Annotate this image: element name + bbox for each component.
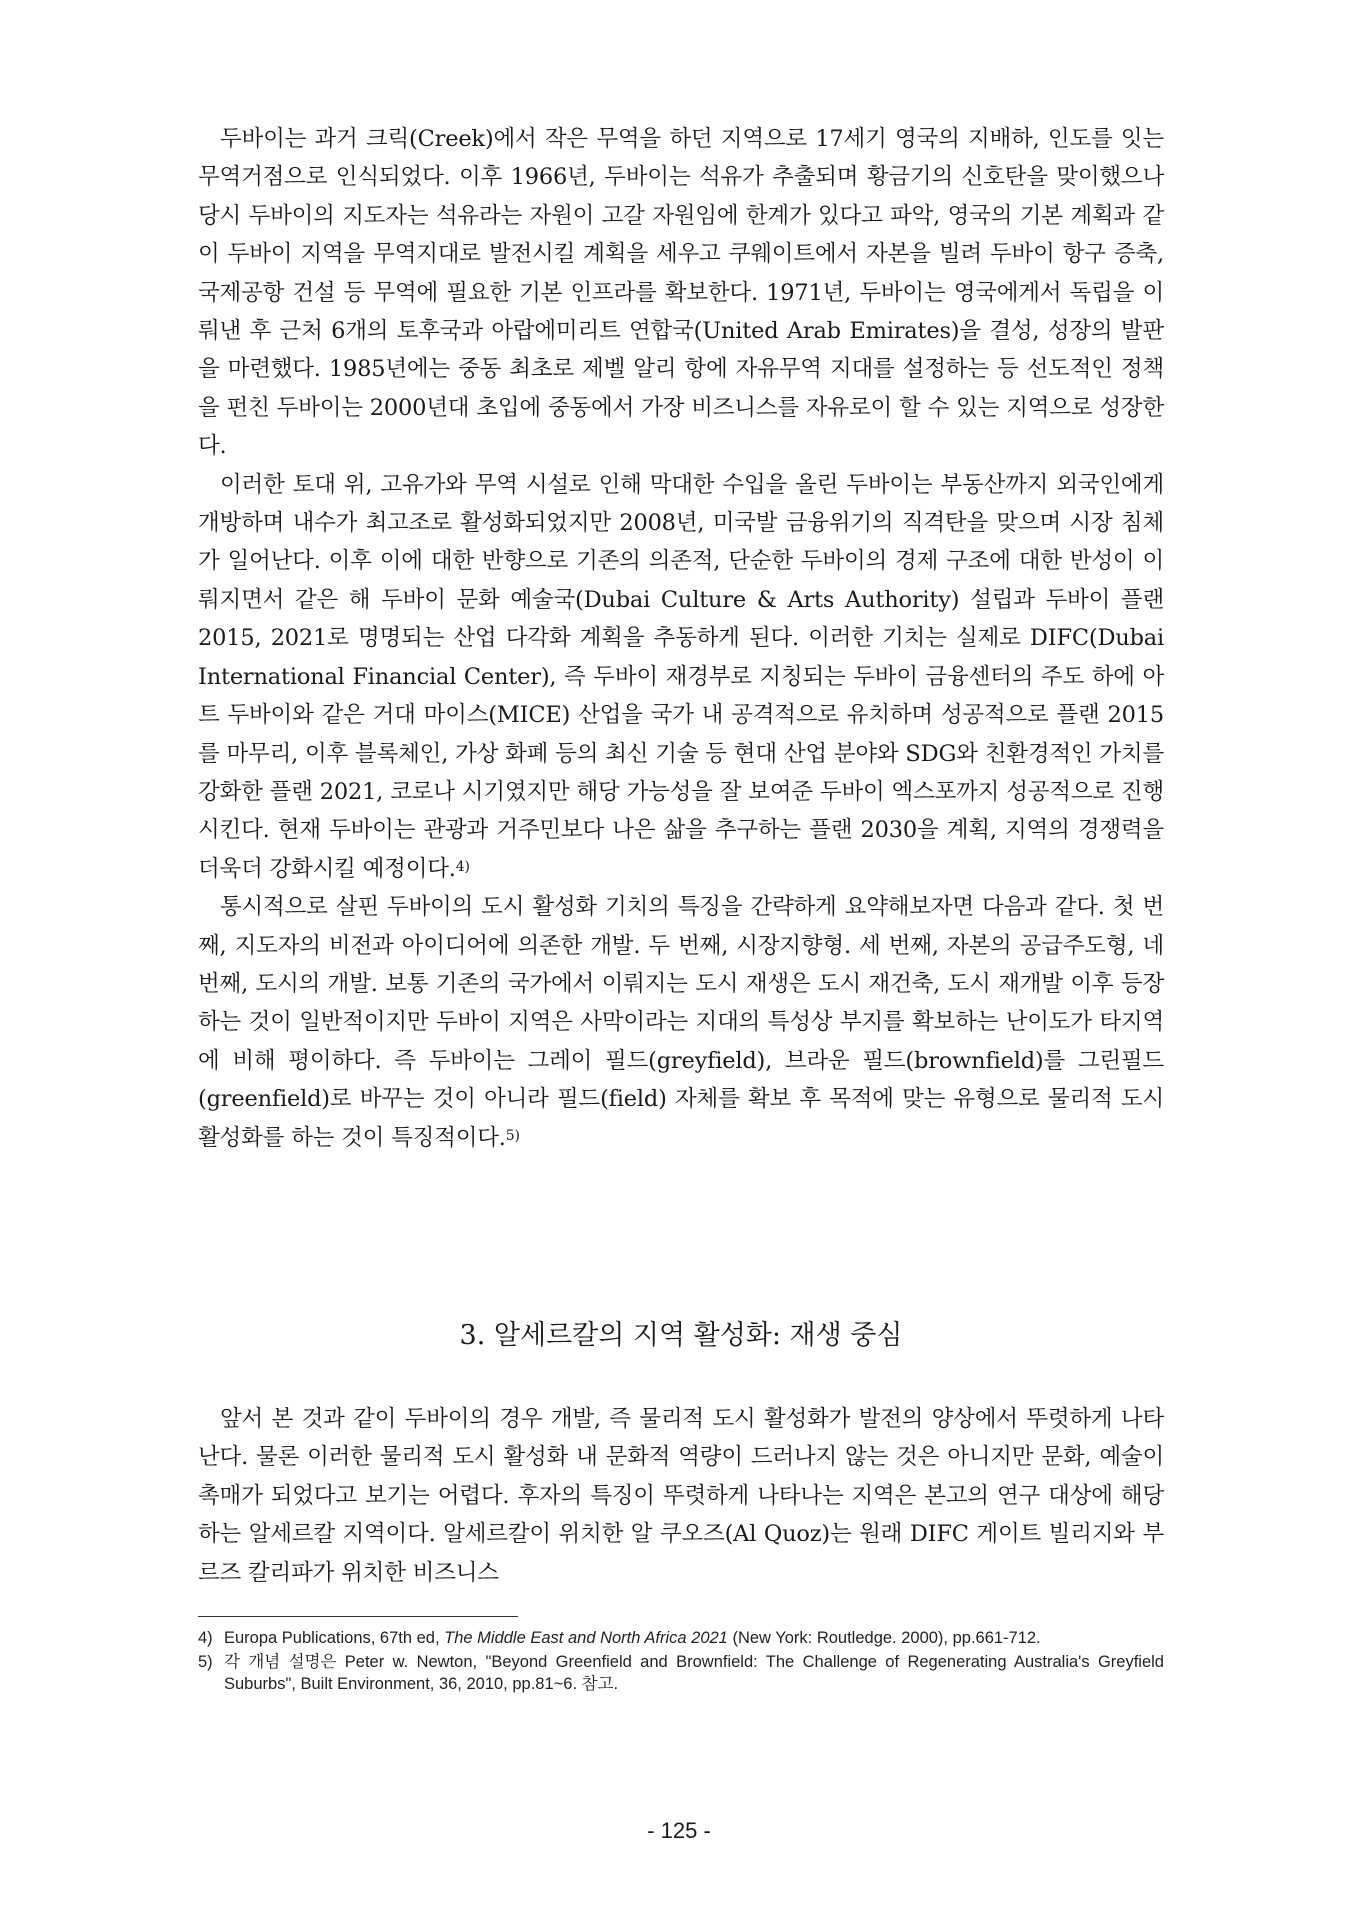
paragraph-text: 이러한 토대 위, 고유가와 무역 시설로 인해 막대한 수입을 올린 두바이는 부동산까지 외국인에게 개방하며 내수가 최고조로 활성화되었지만 2008년, 미국발 금융위기의 직격탄을 맞으며 시장 침체가 일어난다. 이후 이에 대한 반향으로 기존의 의존적, 단순한 두바이의 경제 구조에 대한 반성이 이뤄지면서 같은 해 두바이 문화 예술국(Dubai Culture & Arts Authority) 설립과 두바이 플랜 2015, 2021로 명명되는 산업 다각화 계획을 추동하게 된다. 이러한 기치는 실제로 DIFC(Dubai International Financial Center), 즉 두바이 재경부로 지칭되는 두바이 금융센터의 주도 하에 아트 두바이와 같은 거대 마이스(MICE) 산업을 국가 내 공격적으로 유치하며 성공적으로 플랜 2015를 마무리, 이후 블록체인, 가상 화폐 등의 최신 기술 등 현대 산업 분야와 SDG와 친환경적인 가치를 강화한 플랜 2021, 코로나 시기였지만 해당 가능성을 잘 보여준 두바이 엑스포까지 성공적으로 진행시킨다. 현재 두바이는 관광과 거주민보다 나은 삶을 추구하는 플랜 2030을 계획, 지역의 경쟁력을 더욱더 강화시킬 예정이다. [198, 471, 1164, 882]
paragraph-text: 두바이는 과거 크릭(Creek)에서 작은 무역을 하던 지역으로 17세기 영국의 지배하, 인도를 잇는 무역거점으로 인식되었다. 이후 1966년, 두바이는 석유가 추출되며 황금기의 신호탄을 맞이했으나 당시 두바이의 지도자는 석유라는 자원이 고갈 자원임에 한계가 있다고 파악, 영국의 기본 계획과 같이 두바이 지역을 무역지대로 발전시킬 계획을 세우고 쿠웨이트에서 자본을 빌려 두바이 항구 증축, 국제공항 건설 등 무역에 필요한 기본 인프라를 확보한다. 1971년, 두바이는 영국에게서 독립을 이뤄낸 후 근처 6개의 토후국과 아랍에미리트 연합국(United Arab Emirates)을 결성, 성장의 발판을 마련했다. 1985년에는 중동 최초로 제벨 알리 항에 자유무역 지대를 설정하는 등 선도적인 정책을 펀친 두바이는 2000년대 초입에 중동에서 가장 비즈니스를 자유로이 할 수 있는 지역으로 성장한다. [198, 126, 1164, 460]
footnote-text [224, 1627, 1164, 1649]
paragraph-text: 앞서 본 것과 같이 두바이의 경우 개발, 즉 물리적 도시 활성화가 발전의 양상에서 뚜렷하게 나타난다. 물론 이러한 물리적 도시 활성화 내 문화적 역량이 드러나지 않는 것은 아니지만 문화, 예술이 촉매가 되었다고 보기는 어렵다. 후자의 특징이 뚜렷하게 나타나는 지역은 본고의 연구 대상에 해당하는 알세르칼 지역이다. 알세르칼이 위치한 알 쿠오즈(Al Quoz)는 원래 DIFC 게이트 빌리지와 부르즈 칼리파가 위치한 비즈니스 [198, 1406, 1164, 1586]
footnote-number: 5) [198, 1653, 213, 1671]
footnote-item [198, 1651, 1164, 1695]
footnote-reference[interactable]: 4) [455, 858, 470, 875]
footnote-divider [198, 1616, 518, 1617]
section-body-text [198, 1400, 1164, 1592]
footnotes [198, 1627, 1164, 1697]
footnote-reference[interactable]: 5) [505, 1127, 520, 1144]
footnote-text [224, 1651, 1164, 1695]
footnote-item [198, 1627, 1164, 1649]
footnote-text-plain: (New York: Routledge. 2000), pp.661-712. [727, 1629, 1041, 1647]
paragraph [198, 888, 1164, 1157]
footnote-text-italic: The Middle East and North Africa 2021 [444, 1629, 728, 1647]
paragraph [198, 1400, 1164, 1592]
page-number: - 125 - [647, 1818, 711, 1843]
main-body-text [198, 120, 1164, 1157]
paragraph [198, 466, 1164, 888]
section-heading: 3. 알세르칼의 지역 활성화: 재생 중심 [459, 1320, 903, 1351]
footnote-number: 4) [198, 1629, 213, 1647]
footnote-text-plain: Europa Publications, 67th ed, [224, 1629, 445, 1647]
paragraph [198, 120, 1164, 466]
paragraph-text: 통시적으로 살핀 두바이의 도시 활성화 기치의 특징을 간략하게 요약해보자면 다음과 같다. 첫 번째, 지도자의 비전과 아이디어에 의존한 개발. 두 번째, 시장지향형. 세 번째, 자본의 공급주도형, 네 번째, 도시의 개발. 보통 기존의 국가에서 이뤄지는 도시 재생은 도시 재건축, 도시 재개발 이후 등장하는 것이 일반적이지만 두바이 지역은 사막이라는 지대의 특성상 부지를 확보하는 난이도가 타지역에 비해 평이하다. 즉 두바이는 그레이 필드(greyfield), 브라운 필드(brownfield)를 그린필드(greenfield)로 바꾸는 것이 아니라 필드(field) 자체를 확보 후 목적에 맞는 유형으로 물리적 도시 활성화를 하는 것이 특징적이다. [198, 894, 1164, 1151]
footnote-text-plain: 각 개념 설명은 Peter w. Newton, "Beyond Greenfield and Brownfield: The Challenge of Regenerating Australia's Greyfield Suburbs", Built Environment, 36, 2010, pp.81~6. 참고. [224, 1653, 1164, 1693]
